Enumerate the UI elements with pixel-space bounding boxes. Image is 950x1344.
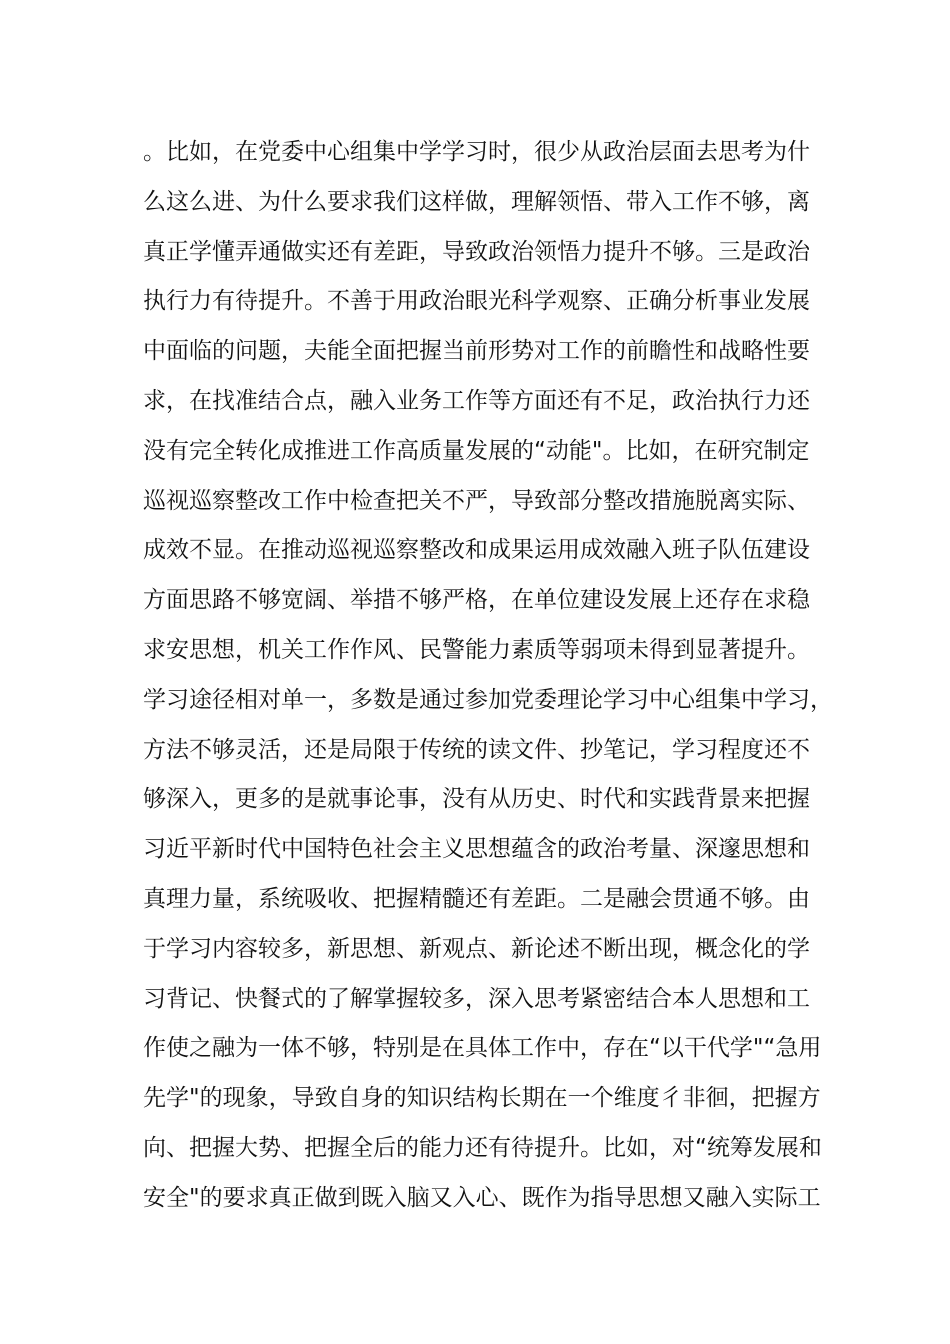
text-line: 。比如，在党委中心组集中学学习时，很少从政治层面去思考为什: [143, 139, 810, 165]
text-line: 学习途径相对单一，多数是通过参加党委理论学习中心组集中学习，: [143, 686, 833, 713]
text-line: 成效不显。在推动巡视巡察整改和成果运用成效融入班子队伍建设: [143, 537, 810, 564]
text-line: 方法不够灵活，还是局限于传统的读文件、抄笔记，学习程度还不: [143, 736, 810, 763]
text-line: 执行力有待提升。不善于用政治眼光科学观察、正确分析事业发展: [143, 288, 810, 315]
text-line: 先学"的现象，导致自身的知识结构长期在一个维度彳非徊，把握方: [143, 1085, 821, 1112]
text-line: 求，在找准结合点，融入业务工作等方面还有不足，政治执行力还: [143, 387, 810, 414]
text-line: 真正学懂弄通做实还有差距，导致政治领悟力提升不够。三是政治: [143, 238, 810, 265]
text-line: 够深入，更多的是就事论事，没有从历史、时代和实践背景来把握: [143, 786, 810, 813]
text-line: 么这么进、为什么要求我们这样做，理解领悟、带入工作不够，离: [143, 188, 810, 215]
text-line: 真理力量，系统吸收、把握精髓还有差距。二是融会贯通不够。由: [143, 885, 810, 912]
body-text: [143, 132, 843, 1228]
text-line: 作使之融为一体不够，特别是在具体工作中，存在“以干代学"“急用: [143, 1035, 822, 1062]
text-line: 习近平新时代中国特色社会主义思想蕴含的政治考量、深邃思想和: [143, 836, 810, 863]
text-line: 向、把握大势、把握全后的能力还有待提升。比如，对“统筹发展和: [143, 1134, 822, 1161]
text-line: 于学习内容较多，新思想、新观点、新论述不断出现，概念化的学: [143, 935, 810, 962]
text-line: 求安思想，机关工作作风、民警能力素质等弱项未得到显著提升。: [143, 636, 810, 663]
text-line: 中面临的问题，夫能全面把握当前形势对工作的前瞻性和战略性要: [143, 338, 810, 365]
text-line: 安全"的要求真正做到既入脑又入心、既作为指导思想又融入实际工: [143, 1184, 821, 1211]
text-line: 巡视巡察整改工作中检查把关不严，导致部分整改措施脱离实际、: [143, 487, 810, 514]
text-line: 没有完全转化成推进工作高质量发展的“动能"。比如，在研究制定: [143, 437, 810, 464]
text-line: 习背记、快餐式的了解掌握较多，深入思考紧密结合本人思想和工: [143, 985, 810, 1012]
text-line: 方面思路不够宽阔、举措不够严格，在单位建设发展上还存在求稳: [143, 587, 810, 614]
